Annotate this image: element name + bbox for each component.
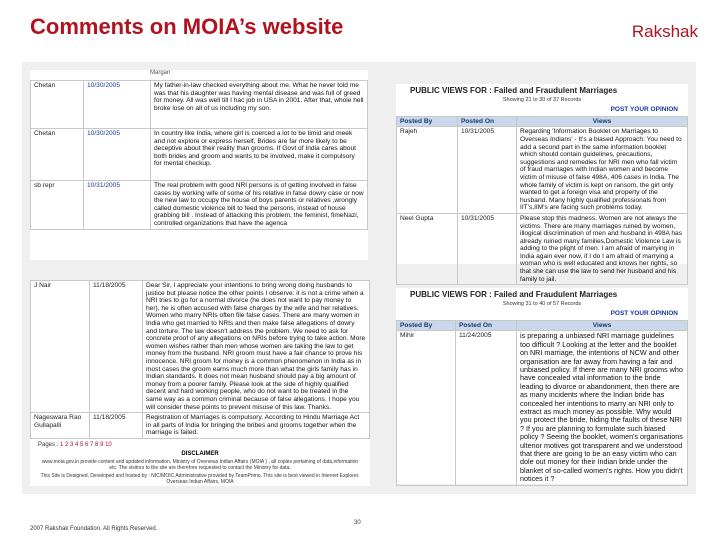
- copyright-footer: 2007 Rakshak Foundation. All Rights Reserved.: [30, 526, 158, 532]
- column-header: Posted By: [397, 116, 458, 127]
- table-row: [397, 331, 688, 485]
- posted-on: 10/31/2005: [458, 213, 517, 284]
- comments-table: [30, 280, 370, 439]
- views-table: [396, 116, 688, 285]
- pagination[interactable]: [38, 442, 370, 450]
- comment-text: The real problem with good NRI persons is of getting involved in false cases by working wife of some of his relative in false dowry case or now the new law to occupy the house of boys parents or relatives ,wrongly called domestic violence bill to feed the persons, instead of house grabbing bill . Instead of attacking this problem, the feminist, fimeNazi, controlled organizations that have the agenca: [151, 181, 368, 230]
- comment-text: My father-in-law checked everything about me. What he never told me was that his daughter was having mental disease and was full of greed for money. All was well till I hac job in USA in 2001. After that, whole hell broke lose on all of us including my son.: [151, 81, 368, 129]
- posted-on: 11/18/2005: [90, 413, 143, 439]
- moia-public-views-screenshot-top-right: [396, 84, 688, 283]
- column-header: Views: [517, 116, 688, 127]
- posted-on: 11/18/2005: [90, 281, 143, 413]
- moia-comments-screenshot-bottom-left: [30, 280, 370, 486]
- brand-name: Rakshak: [631, 22, 698, 41]
- table-header-row: [397, 320, 688, 331]
- post-opinion-button[interactable]: POST YOUR OPINION: [610, 106, 678, 114]
- comments-table: [30, 80, 368, 230]
- column-header: Posted On: [458, 116, 517, 127]
- posted-by: Neel Gupta: [397, 213, 458, 284]
- comment-text: Regarding 'Information Booklet on Marriages to Overseas Indians' - It's a biased Approach: You need to add a second part in the same information booklet which should contain guidelines, precautions, suggestions and remedies for NRI men who fall victim of fraud marriages with Indian women and become victim of misuse of false 498A, 406 cases in India. The whole family of victim is kept on ransom, the girl only wanted to get a foreign visa and property of the husband. Many highly qualified professionals from IIT's,IIM's are facing such problems today.: [517, 127, 688, 214]
- table-row: [31, 281, 370, 413]
- slide-title: Comments on MOIA’s website: [30, 14, 344, 39]
- table-row: [31, 181, 368, 230]
- table-row: [397, 213, 688, 284]
- comment-text: Dear Sir, I appreciate your intentions to bring wrong doing husbands to justice but please notice the other points I observe: it is not a crime when a NRI tries to go for a normal divorce (he does not want to pay money to her), he is often accused with false charges by the wife and her relatives. Women who marry NRIs often file false cases. There are many women in India who get married to NRIs and then make false allegations of dowry and torture. The law doesn't address the problem. We need to ask for concrete proof of any allegations on NRIs before trying to take action. More women wishes rather than men whose women are taking the law to get money from the husband. NRI groom must have a fair chance to prove his innocence. NRI groom for money is a common phenomenon in India as in most cases the groom earns much more than what the girls family has in Indian standards. It does not mean husband should pay a big amount of money from a poorer family. Please look at the side of highly qualified decent and hard working people, who do not want to be treated in the same way as a common criminal because of false allegations. I hope you will consider these points to prevent misuse of this law. Thanks.: [143, 281, 370, 413]
- moia-comments-screenshot-top-left: [30, 70, 368, 260]
- post-opinion-button[interactable]: POST YOUR OPINION: [610, 310, 678, 318]
- page-title: PUBLIC VIEWS FOR : Failed and Fraudulent Marriages: [410, 290, 618, 299]
- records-count: Showing 21 to 30 of 37 Records: [502, 96, 582, 103]
- screenshot-panel: [22, 62, 696, 494]
- table-row: [31, 413, 370, 439]
- column-header: Views: [517, 320, 688, 331]
- posted-on: 10/31/2005: [84, 181, 151, 230]
- table-row: [31, 81, 368, 129]
- posted-by: sb repr: [31, 181, 84, 230]
- moia-public-views-screenshot-bottom-right: [396, 288, 688, 484]
- disclaimer-heading: DISCLAIMER: [181, 451, 219, 458]
- posted-on: 10/30/2005: [84, 81, 151, 129]
- posted-by: Mihir: [397, 331, 456, 485]
- table-header-row: [397, 116, 688, 127]
- posted-by: J Nair: [31, 281, 90, 413]
- posted-by: Nageswara Rao Gullapalli: [31, 413, 90, 439]
- disclaimer-text: www.moia.gov.in provide content and updated information, Ministry of Overseas Indian Affairs (MOIA ) , all copies pertaining of data,information etc. The visitors to the site are therefore requested to contact the Ministry for data.: [41, 459, 359, 472]
- page-number: 30: [354, 520, 361, 526]
- posted-by: Chetan: [31, 129, 84, 181]
- comment-text: Registration of Marriages is compulsory. According to Hindu Marriage Act in all parts of India for bringing the bribes and grooms together when the marriage is failed.: [143, 413, 370, 439]
- pager-label: Pages :: [38, 441, 59, 448]
- table-row: [397, 127, 688, 214]
- credits-text: This Site is Designed, Developed and hosted by : NIC/MOIC Administrative provided by TeamPrimo. This site is best viewed in Internet Explorer. Overseas Indian Affairs, MOIA: [40, 473, 360, 486]
- posted-by: Rajeh: [397, 127, 458, 214]
- column-header: Posted By: [397, 320, 456, 331]
- page-title: PUBLIC VIEWS FOR : Failed and Fraudulent Marriages: [410, 86, 618, 95]
- caption: Margan: [150, 70, 171, 76]
- table-row: [31, 129, 368, 181]
- records-count: Showing 31 to 40 of 57 Records: [502, 300, 582, 307]
- column-header: Posted On: [456, 320, 517, 331]
- posted-by: Chetan: [31, 81, 84, 129]
- posted-on: 10/30/2005: [84, 129, 151, 181]
- comment-text: Please stop this madness. Women are not always the victims. There are many marriages ruined by women, illogical discrimination of men and husband in 498A has already ruined many families,Domestic Violence Law is adding to the plight of men. I am afraid of marrying in India again ever now, if I do I am afraid of marrying a woman who is well educated and knows her rights, so that she can use the law to send her husband and his family to jail.: [517, 213, 688, 284]
- comment-text: is preparing a unbiased NRI marriage guidelines too difficult ? Looking at the letter and the booklet on NRI marriage, the intentions of NCW and other organisation are far away from having a fair and unbiased policy. If there are many NRI grooms who have concealed vital information to the bride leading to divorce or abandonment, then there are as many incidents where the Indian bride has concealed her intentions to marry an NRI only to extract as much money as possible. Why would you protect the bride, hiding the faults of these NRI ? If you are planning to formulate such biased policy ? Seeing the booklet, women's organisations ulterior motives got transparent and we understood that there are going to be an easy victim who can dole out money for their Indian bride under the blanket of so-called women's rights. How you didn't notices it ?: [517, 331, 688, 485]
- page-links[interactable]: 1 2 3 4 5 6 7 8 9 10: [60, 441, 112, 448]
- posted-on: 10/31/2005: [458, 127, 517, 214]
- views-table: [396, 320, 688, 486]
- posted-on: 11/24/2005: [456, 331, 517, 485]
- comment-text: In country like India, where girl is coerced a lot to be timid and meek and not explore or express herself, Brides are far more likely to be deceptive about their reality than grooms. If Govt of India cares about both brides and groom and wants to be involved, make it compulsory for mental checkup.: [151, 129, 368, 181]
